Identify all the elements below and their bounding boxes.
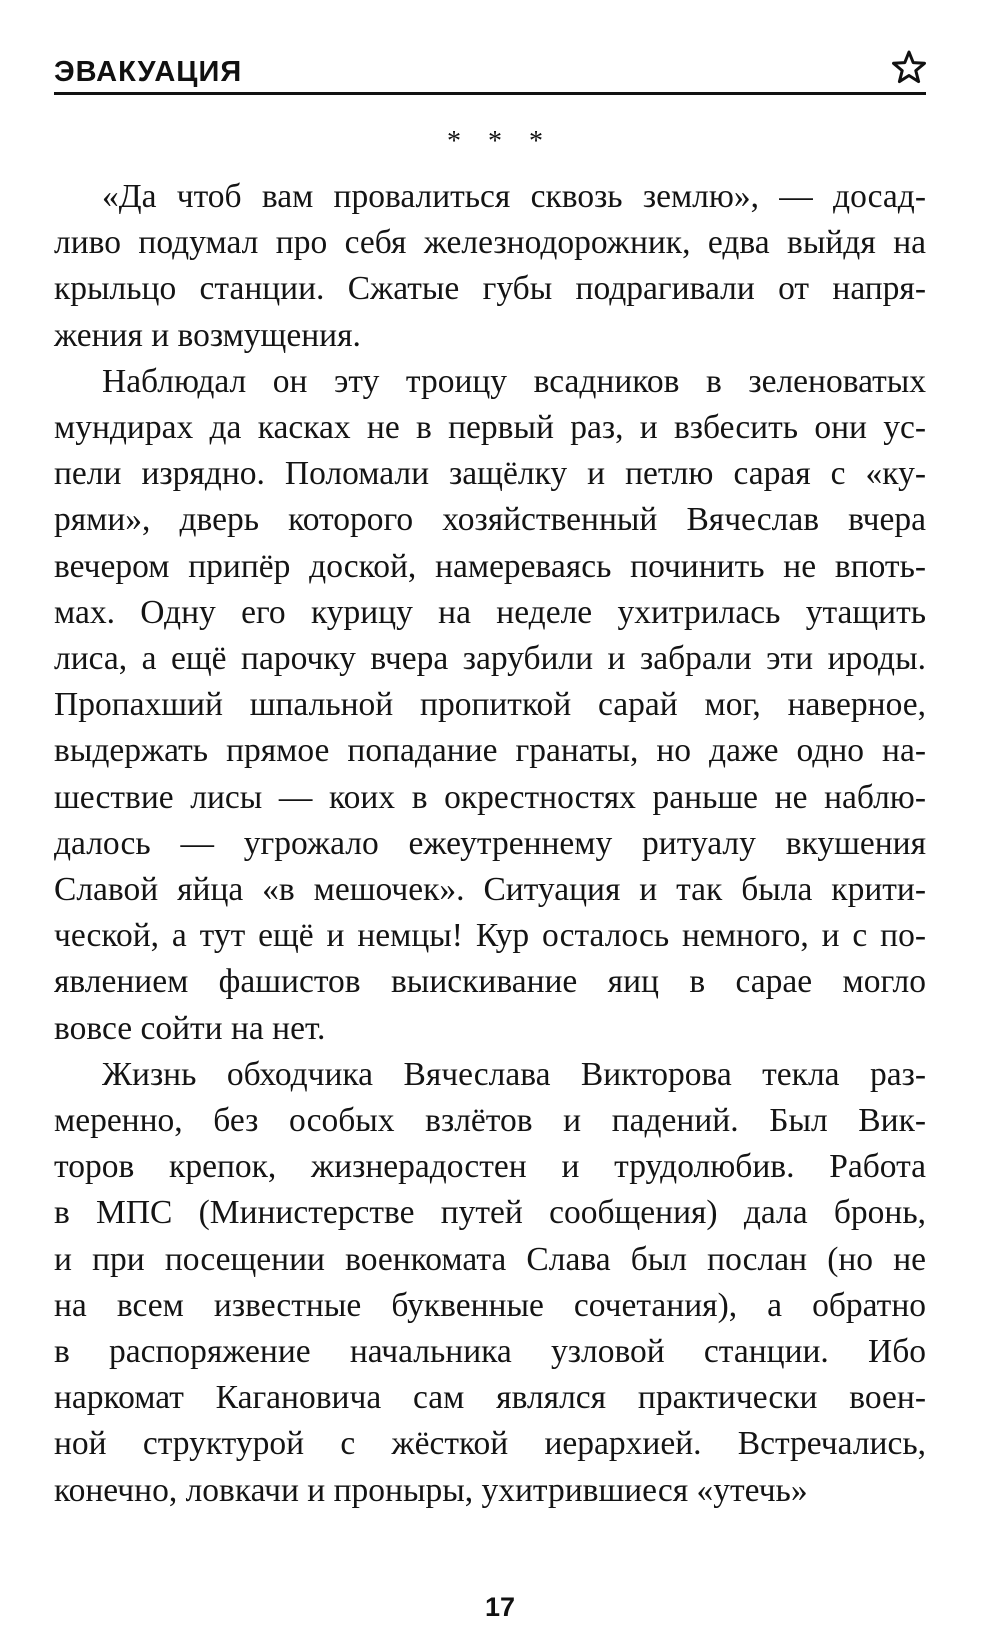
text-line: в МПС (Министерстве путей сообщения) дала бронь, <box>54 1194 926 1232</box>
text-line: и при посещении военкомата Слава был послан (но не <box>54 1240 926 1278</box>
text-line: на всем известные буквенные сочетания), а обратно <box>54 1286 926 1324</box>
text-line: наркомат Кагановича сам являлся практически воен- <box>54 1379 926 1417</box>
header-rule <box>54 92 926 95</box>
text-line: меренно, без особых взлётов и падений. Был Вик- <box>54 1102 926 1140</box>
running-title: ЭВАКУАЦИЯ <box>54 56 243 88</box>
text-line: далось — угрожало ежеутреннему ритуалу вкушения <box>54 824 926 862</box>
text-line: Наблюдал он эту троицу всадников в зеленоватых <box>102 362 926 400</box>
text-line: Славой яйца «в мешочек». Ситуация и так была крити- <box>54 871 926 909</box>
text-line: мах. Одну его курицу на неделе ухитрилась утащить <box>54 593 926 631</box>
text-line: Жизнь обходчика Вячеслава Викторова текла раз- <box>102 1055 926 1093</box>
text-line: жения и возмущения. <box>54 316 361 354</box>
text-line: выдержать прямое попадание гранаты, но даже одно на- <box>54 732 926 770</box>
text-line: явлением фашистов выискивание яиц в сарае могло <box>54 963 926 1001</box>
paragraph <box>54 1052 926 1514</box>
text-line: крыльцо станции. Сжатые губы подрагивали от напря- <box>54 270 926 308</box>
text-line: лиса, а ещё парочку вчера зарубили и забрали эти ироды. <box>54 640 926 678</box>
text-line: пели изрядно. Поломали защёлку и петлю сарая с «ку- <box>54 455 926 493</box>
body-text <box>54 174 926 1514</box>
paragraph <box>54 359 926 1052</box>
text-line: рями», дверь которого хозяйственный Вячеслав вчера <box>54 501 926 539</box>
section-separator: * * * <box>447 126 553 157</box>
text-line: «Да чтоб вам провалиться сквозь землю», — досад- <box>102 178 926 215</box>
text-line: торов крепок, жизнерадостен и трудолюбив. Работа <box>54 1148 926 1186</box>
text-line: конечно, ловкачи и проныры, ухитрившиеся «утечь» <box>54 1471 808 1509</box>
text-line: шествие лисы — коих в окрестностях раньше не наблю- <box>54 778 926 816</box>
page-number: 17 <box>484 1592 516 1622</box>
star-outline-icon <box>892 50 926 84</box>
running-header <box>54 48 926 96</box>
text-line: в распоряжение начальника узловой станции. Ибо <box>54 1333 926 1371</box>
paragraph <box>54 174 926 359</box>
text-line: Пропахший шпальной пропиткой сарай мог, наверное, <box>54 686 926 724</box>
text-line: ческой, а тут ещё и немцы! Кур осталось немного, и с по- <box>54 917 926 955</box>
text-line: вечером припёр доской, намереваясь починить не впоть- <box>54 547 926 585</box>
text-line: ливо подумал про себя железнодорожник, едва выйдя на <box>54 224 926 262</box>
text-line: мундирах да касках не в первый раз, и взбесить они ус- <box>54 409 926 447</box>
text-line: вовсе сойти на нет. <box>54 1009 326 1047</box>
text-line: ной структурой с жёсткой иерархией. Встречались, <box>54 1425 926 1463</box>
